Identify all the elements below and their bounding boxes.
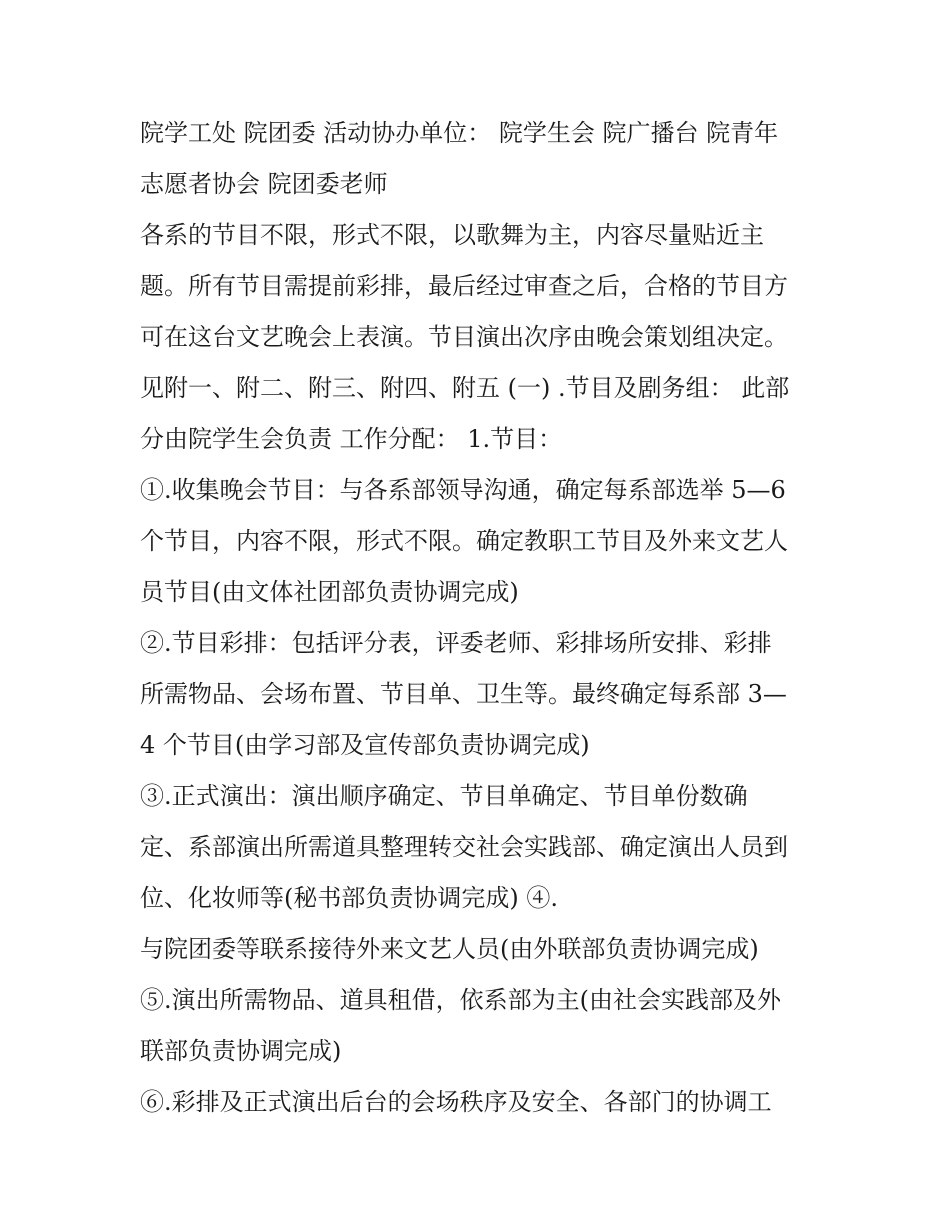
text-line: 可在这台文艺晚会上表演。节目演出次序由晚会策划组决定。 bbox=[140, 323, 788, 351]
text-line: 各系的节目不限，形式不限，以歌舞为主，内容尽量贴近主 bbox=[140, 221, 764, 249]
text-line: 联部负责协调完成) bbox=[140, 1037, 342, 1065]
text-line: 个节目，内容不限，形式不限。确定教职工节目及外来文艺人 bbox=[140, 527, 788, 555]
text-line: ②.节目彩排：包括评分表，评委老师、彩排场所安排、彩排 bbox=[140, 629, 772, 657]
text-line: 4 个节目(由学习部及宣传部负责协调完成) bbox=[140, 731, 590, 759]
text-line: 定、系部演出所需道具整理转交社会实践部、确定演出人员到 bbox=[140, 833, 788, 861]
text-line: ③.正式演出：演出顺序确定、节目单确定、节目单份数确 bbox=[140, 782, 748, 810]
text-line: 志愿者协会 院团委老师 bbox=[140, 170, 388, 198]
text-line: 员节目(由文体社团部负责协调完成) bbox=[140, 578, 519, 606]
document-body bbox=[140, 108, 830, 1128]
text-line: 院学工处 院团委 活动协办单位： 院学生会 院广播台 院青年 bbox=[140, 119, 779, 147]
text-line: 与院团委等联系接待外来文艺人员(由外联部负责协调完成) bbox=[140, 935, 759, 963]
text-line: ⑥.彩排及正式演出后台的会场秩序及安全、各部门的协调工 bbox=[140, 1088, 772, 1116]
text-line: 位、化妆师等(秘书部负责协调完成) ④. bbox=[140, 884, 558, 912]
text-line: ①.收集晚会节目：与各系部领导沟通，确定每系部选举 5—6 bbox=[140, 476, 786, 504]
text-line: ⑤.演出所需物品、道具租借，依系部为主(由社会实践部及外 bbox=[140, 986, 781, 1014]
text-line: 见附一、附二、附三、附四、附五 (一) .节目及剧务组： 此部 bbox=[140, 374, 790, 402]
text-line: 题。所有节目需提前彩排，最后经过审查之后，合格的节目方 bbox=[140, 272, 788, 300]
text-line: 分由院学生会负责 工作分配： 1.节目： bbox=[140, 425, 563, 453]
text-line: 所需物品、会场布置、节目单、卫生等。最终确定每系部 3— bbox=[140, 680, 787, 708]
